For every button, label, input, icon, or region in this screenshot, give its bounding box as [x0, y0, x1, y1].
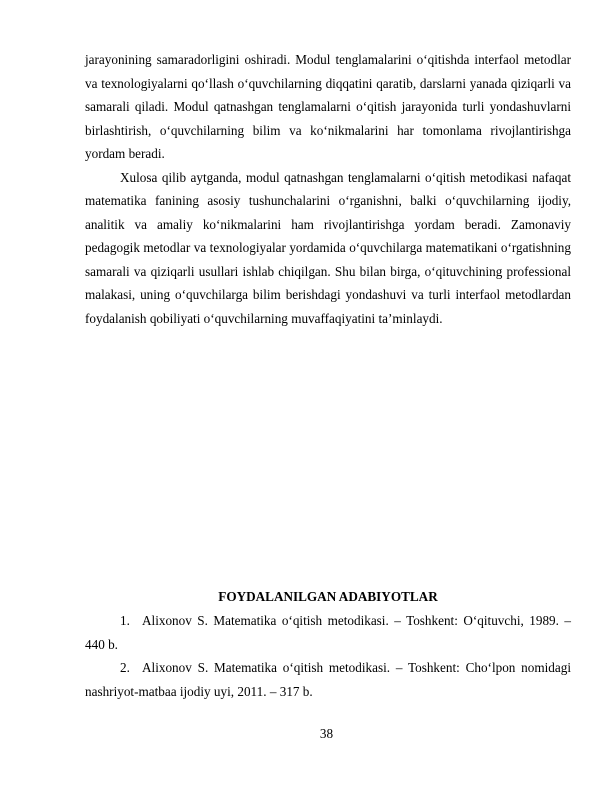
- reference-text-1: Alixonov S. Matematika o‘qitish metodikasi. – Toshkent: O‘qituvchi, 1989. – 440 b.: [85, 613, 571, 652]
- reference-item-1: [85, 609, 571, 656]
- reference-item-2: [85, 656, 571, 703]
- main-text: [85, 48, 571, 330]
- page-number: 38: [319, 726, 334, 741]
- body-paragraph-2-conclusion: Xulosa qilib aytganda, modul qatnashgan tenglamalarni o‘qitish metodikasi nafaqat matematika fanining asosiy tushunchalarini o‘rganishni, balki o‘quvchilarning ijodiy, analitik va amaliy ko‘nikmalarini ham rivojlantirishga yordam beradi. Zamonaviy pedagogik metodlar va texnologiyalar yordamida o‘quvchilarga matematikani o‘rgatishning samarali va qiziqarli usullari ishlab chiqilgan. Shu bilan birga, o‘qituvchining professional malakasi, uning o‘quvchilarga bilim berishdagi yondashuvi va turli interfaol metodlardan foydalanish qobiliyati o‘quvchilarning muvaffaqiyatini ta’minlaydi.: [85, 169, 571, 326]
- reference-number-1: 1.: [120, 613, 130, 628]
- reference-number-2: 2.: [120, 660, 130, 675]
- references-heading: FOYDALANILGAN ADABIYOTLAR: [218, 589, 438, 604]
- reference-text-2: Alixonov S. Matematika o‘qitish metodikasi. – Toshkent: Cho‘lpon nomidagi nashriyot-matbaa ijodiy uyi, 2011. – 317 b.: [85, 660, 571, 699]
- body-paragraph-1: jarayonining samaradorligini oshiradi. Modul tenglamalarini o‘qitishda interfaol metodlar va texnologiyalarni qo‘llash o‘quvchilarning diqqatini qaratib, darslarni yanada qiziqarli va samarali qiladi. Modul qatnashgan tenglamalarni o‘qitish jarayonida turli yondashuvlarni birlashtirish, o‘quvchilarning bilim va ko‘nikmalarini har tomonlama rivojlantirishga yordam beradi.: [85, 52, 571, 161]
- references-list: [85, 609, 571, 703]
